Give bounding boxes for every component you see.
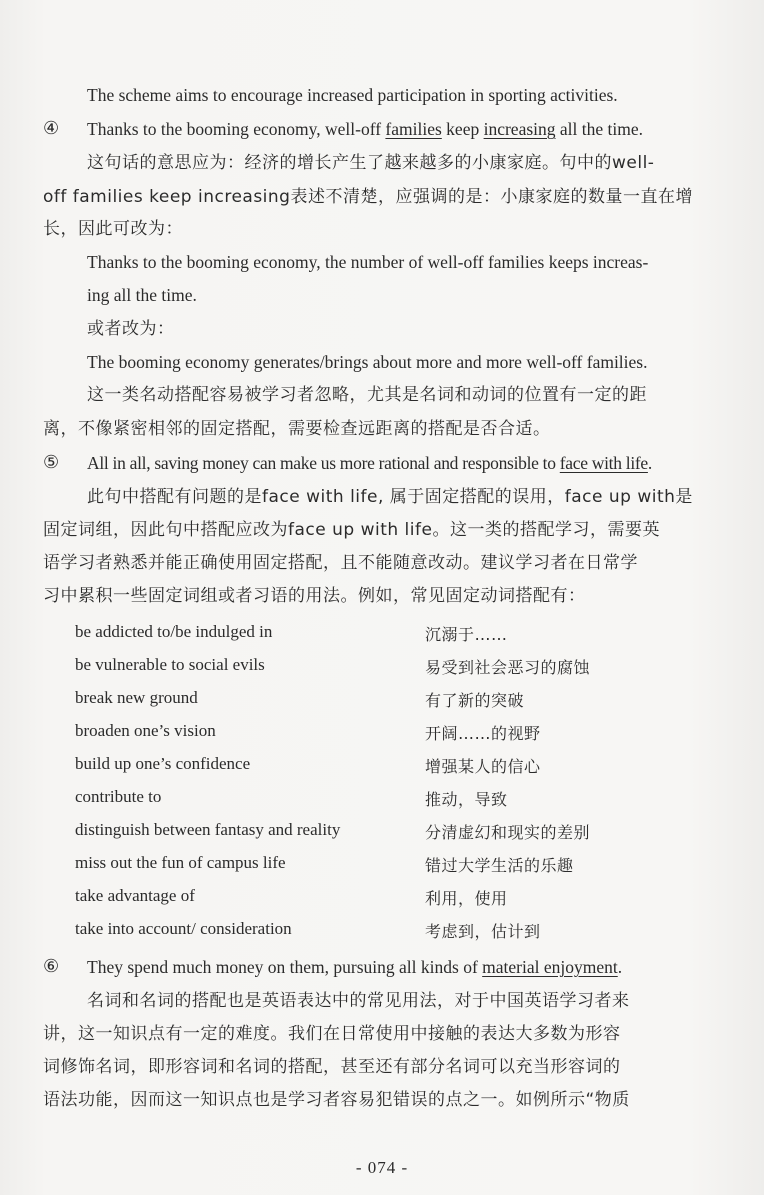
underlined-increasing: increasing [483,119,556,139]
collocation-en: contribute to [75,787,162,806]
collocation-en: miss out the fun of campus life [75,853,286,872]
collocation-zh: 增强某人的信心 [425,757,541,776]
explanation-line: 固定词组，因此句中搭配应改为face up with life。这一类的搭配学习，需要英 [43,520,660,540]
collocation-en: build up one’s confidence [75,754,251,773]
collocation-en: broaden one’s vision [75,721,216,740]
sentence-example-3-revised: The scheme aims to encourage increased participation in sporting activities. [87,85,618,105]
explanation-line: 讲，这一知识点有一定的难度。我们在日常使用中接触的表达大多数为形容 [43,1024,621,1044]
sentence-example-6: They spend much money on them, pursuing all kinds of material enjoyment. [87,957,623,977]
collocation-en: take into account/ consideration [75,919,292,938]
explanation-line: 此句中搭配有问题的是face with life, 属于固定搭配的误用，face up with是 [87,487,693,507]
explanation-line: 这句话的意思应为：经济的增长产生了越来越多的小康家庭。句中的well- [87,153,655,173]
collocation-zh: 沉溺于…… [425,625,508,644]
alternative-sentence: The booming economy generates/brings about more and more well-off families. [87,352,648,372]
explanation-line: 语法功能，因而这一知识点也是学习者容易犯错误的点之一。如例所示“物质 [43,1090,630,1110]
collocation-zh: 易受到社会恶习的腐蚀 [425,658,591,677]
explanation-line: 名词和名词的搭配也是英语表达中的常见用法，对于中国英语学习者来 [87,991,630,1011]
explanation-line: off families keep increasing表述不清楚，应强调的是：小康家庭的数量一直在增 [43,187,693,207]
collocation-zh: 考虑到，估计到 [425,922,541,941]
collocation-zh: 分清虚幻和现实的差别 [425,823,591,842]
collocation-zh: 推动，导致 [425,790,508,809]
explanation-line: 语学习者熟悉并能正确使用固定搭配，且不能随意改动。建议学习者在日常学 [43,553,638,573]
sentence-example-4: Thanks to the booming economy, well-off families keep increasing all the time. [87,119,643,139]
collocation-zh: 有了新的突破 [425,691,525,710]
explanation-line: 习中累积一些固定词组或者习语的用法。例如，常见固定动词搭配有： [43,586,586,606]
page-number: - 074 - [355,1158,409,1177]
collocation-en: take advantage of [75,886,195,905]
collocation-zh: 开阔……的视野 [425,724,541,743]
explanation-line: 离，不像紧密相邻的固定搭配，需要检查远距离的搭配是否合适。 [43,419,551,439]
item-number-6: ⑥ [43,956,60,977]
explanation-line: 词修饰名词，即形容词和名词的搭配，甚至还有部分名词可以充当形容词的 [43,1057,621,1077]
explanation-line: 这一类名动搭配容易被学习者忽略，尤其是名词和动词的位置有一定的距 [87,385,647,405]
collocation-zh: 利用，使用 [425,889,508,908]
sentence-example-5: All in all, saving money can make us more rational and responsible to face with life. [87,453,652,473]
item-number-4: ④ [43,118,60,139]
underlined-material-enjoyment: material enjoyment [482,957,618,977]
collocation-en: distinguish between fantasy and reality [75,820,341,839]
collocation-en: be vulnerable to social evils [75,655,265,674]
underlined-families: families [385,119,442,139]
collocation-en: break new ground [75,688,198,707]
revised-sentence-line: Thanks to the booming economy, the number of well-off families keeps increas- [87,252,649,272]
revised-sentence-line: ing all the time. [87,285,197,305]
item-number-5: ⑤ [43,452,60,473]
explanation-line: 长，因此可改为： [43,219,183,239]
collocation-en: be addicted to/be indulged in [75,622,273,641]
underlined-face-with-life: face with life [559,453,648,473]
explanation-line: 或者改为： [87,319,175,339]
collocation-zh: 错过大学生活的乐趣 [425,856,574,875]
